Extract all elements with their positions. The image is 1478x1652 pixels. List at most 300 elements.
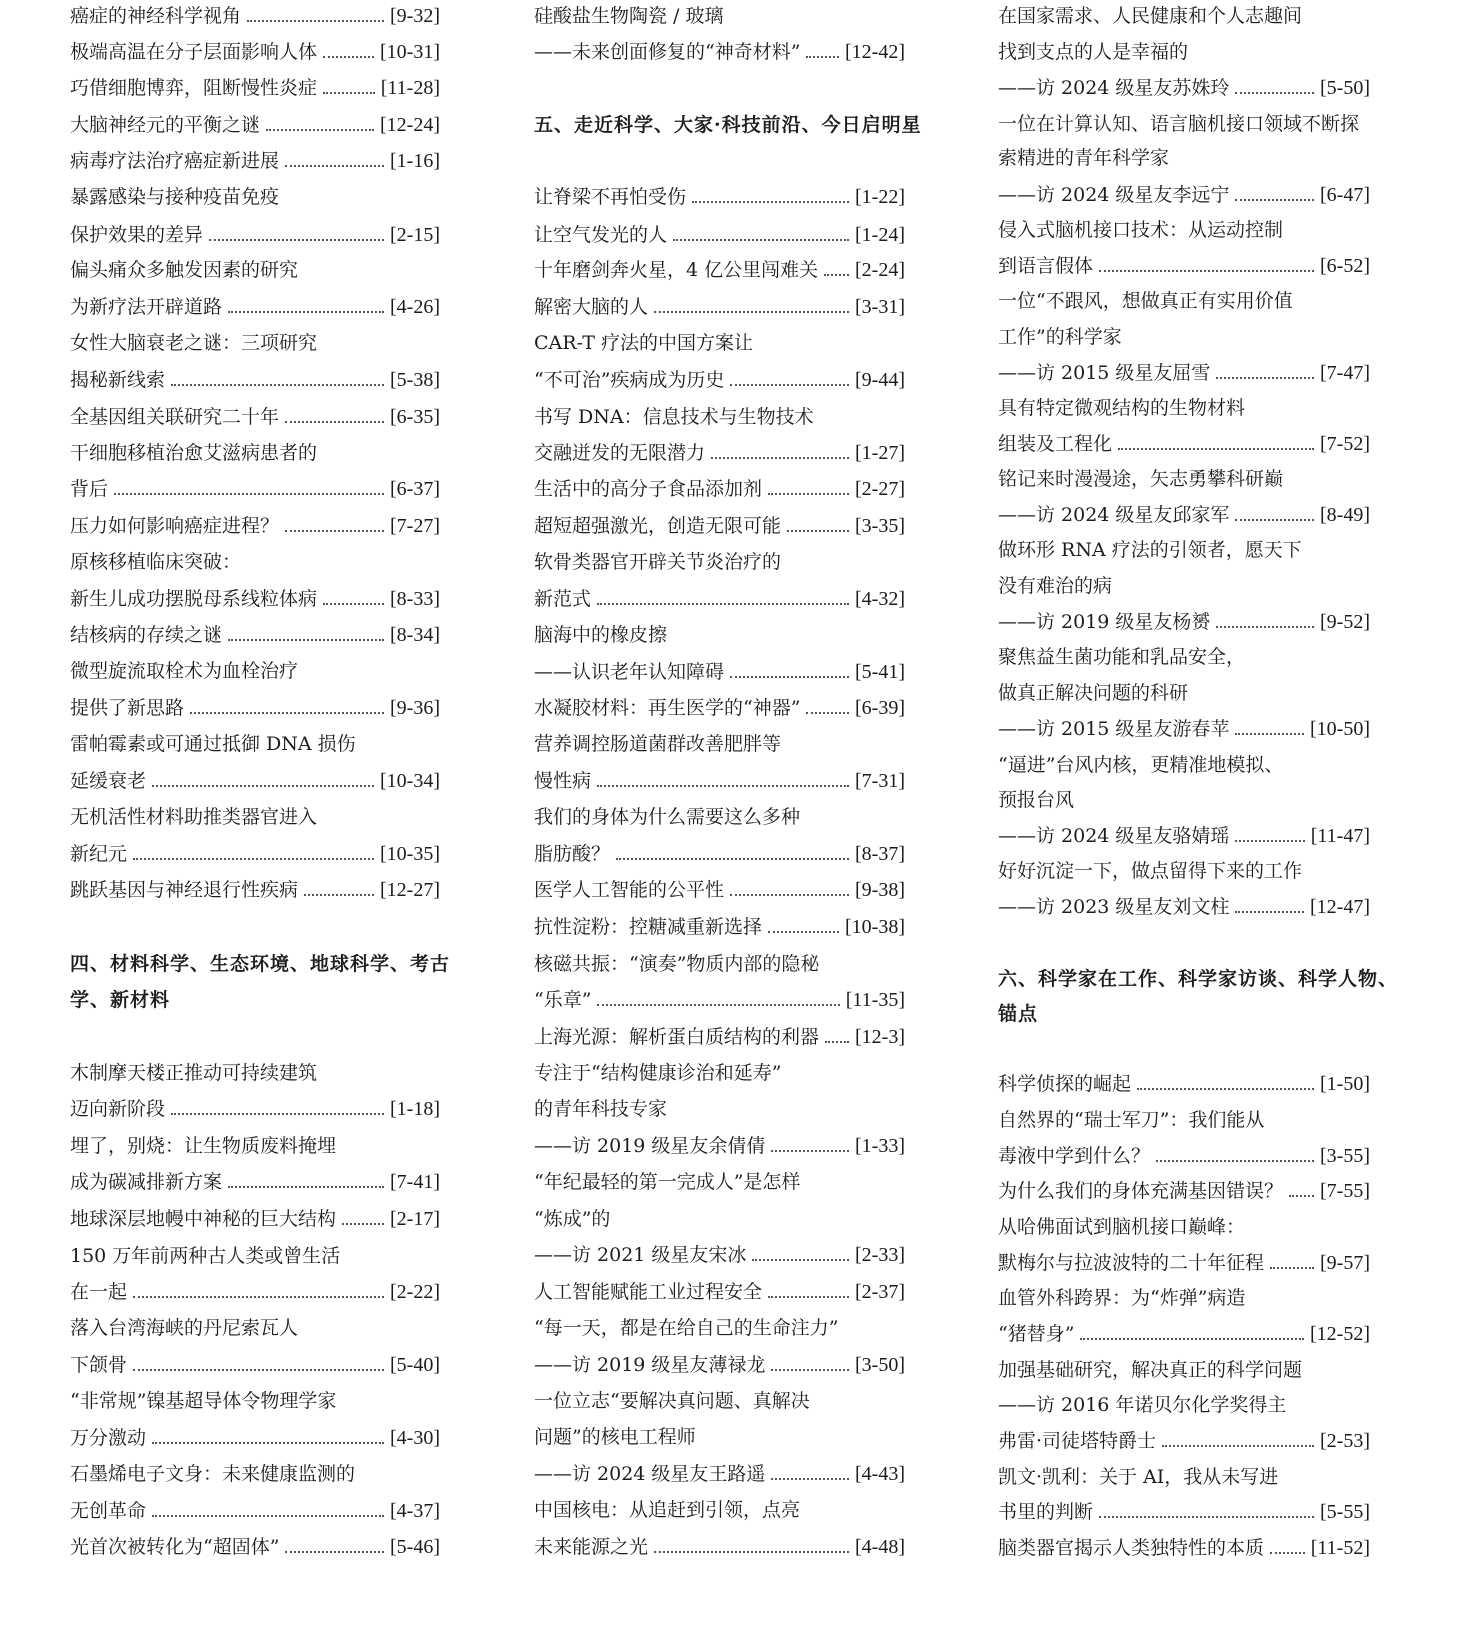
- dot-leader: [711, 457, 849, 459]
- dot-leader: [323, 56, 374, 58]
- toc-entry: [998, 711, 1370, 741]
- toc-entry: [998, 106, 1370, 136]
- toc-entry-title: 具有特定微观结构的生物材料: [998, 397, 1246, 419]
- toc-entry: [534, 544, 905, 574]
- toc-entry-page: [4-37]: [390, 1500, 440, 1522]
- toc-entry-title: 预报台风: [998, 789, 1075, 811]
- toc-entry: [998, 1066, 1370, 1096]
- toc-entry-page: [4-26]: [390, 296, 440, 318]
- toc-entry-title: 从哈佛面试到脑机接口巅峰：: [998, 1216, 1246, 1238]
- dot-leader: [228, 639, 384, 641]
- toc-entry-page: [7-27]: [390, 515, 440, 537]
- toc-entry-page: [2-53]: [1320, 1430, 1370, 1452]
- toc-entry: [534, 836, 905, 866]
- dot-leader: [133, 1369, 384, 1371]
- toc-entry: [534, 399, 905, 429]
- toc-entry-title: ——访 2016 年诺贝尔化学奖得主: [998, 1394, 1287, 1416]
- toc-entry: [998, 319, 1370, 349]
- toc-entry-title: 雷帕霉素或可通过抵御 DNA 损伤: [70, 733, 356, 755]
- toc-entry-title: ——访 2019 级星友余倩倩: [534, 1135, 766, 1157]
- dot-leader: [114, 493, 384, 495]
- toc-entry: [998, 0, 1370, 28]
- toc-entry-title: 癌症的神经科学视角: [70, 5, 242, 27]
- toc-entry: [534, 1019, 905, 1049]
- toc-entry: [998, 1209, 1370, 1239]
- toc-entry: [534, 0, 905, 28]
- toc-entry-page: [3-31]: [855, 296, 905, 318]
- toc-entry-title: 延缓衰老: [70, 770, 147, 792]
- toc-entry: [534, 982, 905, 1012]
- toc-entry: [534, 508, 905, 538]
- toc-entry-title: 做环形 RNA 疗法的引领者，愿天下: [998, 539, 1302, 561]
- toc-entry: [70, 289, 440, 319]
- toc-entry-title: “炼成”的: [534, 1208, 611, 1230]
- toc-entry-title: 全基因组关联研究二十年: [70, 406, 280, 428]
- toc-entry: [998, 782, 1370, 812]
- toc-entry-title: 结核病的存续之谜: [70, 624, 223, 646]
- toc-entry-title: 脂肪酸？: [534, 843, 611, 865]
- toc-entry: [70, 143, 440, 173]
- dot-leader: [1235, 840, 1304, 842]
- toc-entry-title: 好好沉淀一下，做点留得下来的工作: [998, 860, 1303, 882]
- toc-entry-page: [12-27]: [380, 879, 440, 901]
- toc-entry-page: [2-33]: [855, 1244, 905, 1266]
- toc-entry-title: 新范式: [534, 588, 592, 610]
- toc-entry-page: [1-27]: [855, 442, 905, 464]
- toc-entry-page: [7-41]: [390, 1171, 440, 1193]
- toc-entry-title: ——访 2024 级星友王路遥: [534, 1463, 766, 1485]
- toc-entry-title: 上海光源：解析蛋白质结构的利器: [534, 1026, 820, 1048]
- toc-entry-title: 下颌骨: [70, 1354, 128, 1376]
- toc-entry-title: ——访 2019 级星友杨赟: [998, 611, 1211, 633]
- dot-leader: [1216, 626, 1314, 628]
- toc-entry: [998, 639, 1370, 669]
- toc-entry-title: 解密大脑的人: [534, 296, 649, 318]
- toc-entry-page: [2-17]: [390, 1208, 440, 1230]
- toc-entry-title: 新生儿成功摆脱母系线粒体病: [70, 588, 318, 610]
- toc-entry: [998, 140, 1370, 170]
- toc-entry: [534, 1128, 905, 1158]
- dot-leader: [768, 1296, 849, 1298]
- toc-entry-page: [1-24]: [855, 224, 905, 246]
- toc-entry-page: [10-31]: [380, 41, 440, 63]
- dot-leader: [730, 384, 849, 386]
- toc-entry-title: ——访 2023 级星友刘文柱: [998, 896, 1230, 918]
- toc-entry: [534, 1529, 905, 1559]
- dot-leader: [1118, 448, 1314, 450]
- dot-leader: [730, 894, 849, 896]
- toc-entry-title: 迈向新阶段: [70, 1098, 166, 1120]
- toc-entry-title: 极端高温在分子层面影响人体: [70, 41, 318, 63]
- toc-entry-title: 光首次被转化为“超固体”: [70, 1536, 280, 1558]
- toc-entry-title: 为什么我们的身体充满基因错误？: [998, 1180, 1284, 1202]
- toc-entry-page: [12-42]: [845, 41, 905, 63]
- toc-entry-title: 无创革命: [70, 1500, 147, 1522]
- section-heading: [998, 961, 1399, 991]
- toc-entry-title: 书写 DNA：信息技术与生物技术: [534, 406, 814, 428]
- toc-entry: [998, 853, 1370, 883]
- toc-entry-title: 提供了新思路: [70, 697, 185, 719]
- toc-entry: [998, 1245, 1370, 1275]
- toc-entry-page: [5-46]: [390, 1536, 440, 1558]
- toc-entry: [534, 1456, 905, 1486]
- toc-entry-page: [1-22]: [855, 186, 905, 208]
- toc-entry: [534, 1237, 905, 1267]
- dot-leader: [152, 785, 374, 787]
- toc-entry-title: 揭秘新线索: [70, 369, 166, 391]
- toc-entry: [70, 1456, 440, 1486]
- toc-entry-title: 新纪元: [70, 843, 128, 865]
- toc-entry-page: [2-27]: [855, 478, 905, 500]
- toc-entry: [998, 1316, 1370, 1346]
- toc-entry: [534, 909, 905, 939]
- toc-entry-page: [4-43]: [855, 1463, 905, 1485]
- toc-entry-title: 脑海中的橡皮擦: [534, 624, 668, 646]
- dot-leader: [616, 858, 849, 860]
- dot-leader: [228, 1186, 384, 1188]
- toc-entry-title: 侵入式脑机接口技术：从运动控制: [998, 219, 1284, 241]
- toc-entry: [70, 1420, 440, 1450]
- toc-entry-title: 微型旋流取栓术为血栓治疗: [70, 660, 299, 682]
- toc-entry-title: 万分激动: [70, 1427, 147, 1449]
- toc-entry-page: [9-38]: [855, 879, 905, 901]
- dot-leader: [228, 311, 384, 313]
- toc-entry-title: 我们的身体为什么需要这么多种: [534, 806, 801, 828]
- toc-entry-title: 工作”的科学家: [998, 326, 1122, 348]
- toc-entry-title: 聚焦益生菌功能和乳品安全，: [998, 646, 1246, 668]
- toc-entry: [998, 1459, 1370, 1489]
- toc-entry: [998, 604, 1370, 634]
- toc-entry-page: [5-41]: [855, 661, 905, 683]
- toc-entry-title: CAR-T 疗法的中国方案让: [534, 332, 754, 354]
- toc-entry: [70, 653, 440, 683]
- dot-leader: [152, 1515, 384, 1517]
- toc-entry-title: 铭记来时漫漫途，矢志勇攀科研巅: [998, 468, 1284, 490]
- toc-entry-title: “非常规”镍基超导体令物理学家: [70, 1390, 337, 1412]
- dot-leader: [771, 1150, 849, 1152]
- toc-entry-title: ——访 2024 级星友邱家军: [998, 504, 1230, 526]
- dot-leader: [752, 1259, 849, 1261]
- toc-entry: [534, 690, 905, 720]
- toc-entry: [998, 177, 1370, 207]
- toc-entry-title: 病毒疗法治疗癌症新进展: [70, 150, 280, 172]
- dot-leader: [1270, 1267, 1314, 1269]
- toc-entry-title: 为新疗法开辟道路: [70, 296, 223, 318]
- toc-entry-title: 跳跃基因与神经退行性疾病: [70, 879, 299, 901]
- section-heading-text: 锚点: [998, 1003, 1039, 1025]
- toc-entry-page: [1-16]: [390, 150, 440, 172]
- dot-leader: [597, 785, 849, 787]
- dot-leader: [768, 931, 839, 933]
- dot-leader: [597, 603, 849, 605]
- toc-entry-page: [5-55]: [1320, 1501, 1370, 1523]
- toc-entry: [534, 726, 905, 756]
- toc-entry-page: [12-24]: [380, 114, 440, 136]
- toc-entry-page: [2-37]: [855, 1281, 905, 1303]
- dot-leader: [1235, 911, 1304, 913]
- toc-entry-page: [5-40]: [390, 1354, 440, 1376]
- toc-entry: [70, 107, 440, 137]
- dot-leader: [1289, 1195, 1314, 1197]
- dot-leader: [133, 1296, 384, 1298]
- dot-leader: [1156, 1160, 1314, 1162]
- toc-entry-page: [10-50]: [1310, 718, 1370, 740]
- dot-leader: [673, 239, 849, 241]
- toc-entry: [70, 1274, 440, 1304]
- toc-entry-title: “不可治”疾病成为历史: [534, 369, 725, 391]
- toc-entry-title: ——访 2024 级星友李远宁: [998, 184, 1230, 206]
- dot-leader: [171, 1113, 384, 1115]
- toc-entry-title: ——访 2024 级星友骆婧瑶: [998, 825, 1230, 847]
- toc-entry-page: [9-52]: [1320, 611, 1370, 633]
- toc-entry-page: [6-52]: [1320, 255, 1370, 277]
- toc-entry: [534, 289, 905, 319]
- dot-leader: [1137, 1088, 1314, 1090]
- toc-entry: [70, 1238, 440, 1268]
- toc-entry: [534, 799, 905, 829]
- toc-entry-page: [12-47]: [1310, 896, 1370, 918]
- toc-entry-title: 落入台湾海峡的丹尼索瓦人: [70, 1317, 299, 1339]
- toc-entry: [534, 325, 905, 355]
- toc-entry-title: 埋了，别烧：让生物质废料掩埋: [70, 1135, 337, 1157]
- toc-entry-page: [2-24]: [855, 259, 905, 281]
- toc-entry-page: [2-22]: [390, 1281, 440, 1303]
- toc-entry-page: [8-49]: [1320, 504, 1370, 526]
- toc-entry: [998, 568, 1370, 598]
- toc-entry: [534, 1383, 905, 1413]
- toc-entry-title: 压力如何影响癌症进程？: [70, 515, 280, 537]
- toc-entry-title: 慢性病: [534, 770, 592, 792]
- toc-entry-page: [1-18]: [390, 1098, 440, 1120]
- toc-entry: [70, 217, 440, 247]
- toc-entry: [998, 1102, 1370, 1132]
- toc-entry-title: 地球深层地幔中神秘的巨大结构: [70, 1208, 337, 1230]
- toc-entry-title: 超短超强激光，创造无限可能: [534, 515, 782, 537]
- dot-leader: [285, 1551, 384, 1553]
- toc-entry-title: ——未来创面修复的“神奇材料”: [534, 41, 801, 63]
- toc-entry-title: 保护效果的差异: [70, 224, 204, 246]
- toc-entry-title: 索精进的青年科学家: [998, 147, 1170, 169]
- toc-entry-title: 问题”的核电工程师: [534, 1426, 696, 1448]
- toc-entry-title: 石墨烯电子文身：未来健康监测的: [70, 1463, 356, 1485]
- toc-entry: [70, 799, 440, 829]
- toc-entry: [70, 544, 440, 574]
- toc-entry: [998, 390, 1370, 420]
- dot-leader: [1162, 1445, 1314, 1447]
- toc-entry: [70, 1383, 440, 1413]
- toc-entry-title: 自然界的“瑞士军刀”：我们能从: [998, 1109, 1265, 1131]
- toc-entry: [998, 1280, 1370, 1310]
- dot-leader: [133, 858, 374, 860]
- toc-entry-page: [3-50]: [855, 1354, 905, 1376]
- dot-leader: [323, 92, 375, 94]
- toc-entry-title: 抗性淀粉：控糖减重新选择: [534, 916, 763, 938]
- dot-leader: [209, 239, 384, 241]
- toc-entry-page: [5-50]: [1320, 77, 1370, 99]
- dot-leader: [771, 1478, 849, 1480]
- toc-entry-title: “猪替身”: [998, 1323, 1075, 1345]
- toc-entry: [70, 1128, 440, 1158]
- dot-leader: [692, 201, 849, 203]
- toc-entry: [534, 872, 905, 902]
- toc-entry-page: [7-52]: [1320, 433, 1370, 455]
- toc-entry: [70, 325, 440, 355]
- toc-entry: [70, 0, 440, 28]
- toc-entry-page: [6-39]: [855, 697, 905, 719]
- dot-leader: [654, 1551, 849, 1553]
- dot-leader: [806, 712, 849, 714]
- toc-entry: [70, 471, 440, 501]
- toc-entry: [998, 70, 1370, 100]
- dot-leader: [1099, 270, 1314, 272]
- section-heading-text: 四、材料科学、生态环境、地球科学、考古: [70, 953, 451, 975]
- toc-entry-title: 科学侦探的崛起: [998, 1073, 1132, 1095]
- toc-entry-page: [3-55]: [1320, 1145, 1370, 1167]
- toc-entry-title: 十年磨剑奔火星，4 亿公里闯难关: [534, 259, 819, 281]
- toc-entry-title: 加强基础研究，解决真正的科学问题: [998, 1359, 1303, 1381]
- toc-entry-title: “乐章”: [534, 989, 592, 1011]
- dot-leader: [266, 129, 374, 131]
- toc-entry: [998, 818, 1370, 848]
- dot-leader: [654, 311, 849, 313]
- toc-entry-title: 成为碳减排新方案: [70, 1171, 223, 1193]
- dot-leader: [730, 676, 849, 678]
- toc-entry-title: 做真正解决问题的科研: [998, 682, 1189, 704]
- toc-entry: [534, 581, 905, 611]
- toc-entry-page: [10-35]: [380, 843, 440, 865]
- toc-entry: [998, 34, 1370, 64]
- toc-entry: [534, 1201, 905, 1231]
- dot-leader: [304, 894, 374, 896]
- toc-entry-title: 医学人工智能的公平性: [534, 879, 725, 901]
- toc-entry-page: [4-32]: [855, 588, 905, 610]
- toc-entry: [998, 675, 1370, 705]
- toc-entry-page: [3-35]: [855, 515, 905, 537]
- dot-leader: [342, 1223, 384, 1225]
- toc-entry-page: [7-47]: [1320, 362, 1370, 384]
- toc-entry: [998, 283, 1370, 313]
- toc-entry: [70, 70, 440, 100]
- toc-entry-title: 干细胞移植治愈艾滋病患者的: [70, 442, 318, 464]
- toc-entry-title: 女性大脑衰老之谜：三项研究: [70, 332, 318, 354]
- toc-entry: [70, 1055, 440, 1085]
- dot-leader: [771, 1369, 849, 1371]
- toc-entry-title: 150 万年前两种古人类或曾生活: [70, 1245, 341, 1267]
- section-heading: [70, 946, 451, 976]
- toc-entry-page: [10-38]: [845, 916, 905, 938]
- dot-leader: [1235, 199, 1314, 201]
- toc-entry-title: 书里的判断: [998, 1501, 1094, 1523]
- toc-entry: [998, 426, 1370, 456]
- toc-entry: [534, 217, 905, 247]
- toc-entry: [70, 1347, 440, 1377]
- toc-entry: [70, 872, 440, 902]
- dot-leader: [825, 1041, 849, 1043]
- toc-entry-title: 暴露感染与接种疫苗免疫: [70, 186, 280, 208]
- toc-entry-page: [6-47]: [1320, 184, 1370, 206]
- toc-entry-title: 在国家需求、人民健康和个人志趣间: [998, 5, 1303, 27]
- toc-entry-title: 交融迸发的无限潜力: [534, 442, 706, 464]
- toc-entry-title: 的青年科技专家: [534, 1098, 668, 1120]
- toc-entry-title: 凯文·凯利：关于 AI，我从未写进: [998, 1466, 1279, 1488]
- toc-entry-page: [11-47]: [1310, 825, 1370, 847]
- toc-entry-page: [9-36]: [390, 697, 440, 719]
- toc-entry-title: 脑类器官揭示人类独特性的本质: [998, 1537, 1265, 1559]
- toc-entry: [534, 1164, 905, 1194]
- toc-entry-title: 没有难治的病: [998, 575, 1113, 597]
- dot-leader: [323, 603, 384, 605]
- toc-entry-page: [1-50]: [1320, 1073, 1370, 1095]
- section-heading-text: 六、科学家在工作、科学家访谈、科学人物、: [998, 968, 1399, 990]
- toc-entry-page: [11-35]: [845, 989, 905, 1011]
- dot-leader: [824, 274, 849, 276]
- dot-leader: [597, 1004, 839, 1006]
- toc-entry-title: ——认识老年认知障碍: [534, 661, 725, 683]
- toc-entry-page: [11-28]: [380, 77, 440, 99]
- toc-entry: [70, 1529, 440, 1559]
- toc-entry-title: 到语言假体: [998, 255, 1094, 277]
- toc-entry: [70, 1201, 440, 1231]
- toc-entry-title: 无机活性材料助推类器官进入: [70, 806, 318, 828]
- toc-entry: [998, 461, 1370, 491]
- dot-leader: [285, 165, 384, 167]
- toc-entry-title: 血管外科跨界：为“炸弹”病造: [998, 1287, 1246, 1309]
- toc-entry-title: 原核移植临床突破：: [70, 551, 242, 573]
- toc-entry-title: 中国核电：从追赶到引领，点亮: [534, 1499, 801, 1521]
- toc-entry: [70, 399, 440, 429]
- toc-entry-title: ——访 2021 级星友宋冰: [534, 1244, 747, 1266]
- toc-entry-title: 一位在计算认知、语言脑机接口领域不断探: [998, 113, 1360, 135]
- toc-entry-title: 软骨类器官开辟关节炎治疗的: [534, 551, 782, 573]
- toc-entry: [70, 34, 440, 64]
- toc-entry: [998, 497, 1370, 527]
- toc-entry-title: ——访 2019 级星友薄禄龙: [534, 1354, 766, 1376]
- toc-entry: [534, 1274, 905, 1304]
- toc-entry-title: 默梅尔与拉波波特的二十年征程: [998, 1252, 1265, 1274]
- toc-entry: [70, 617, 440, 647]
- toc-entry-title: 木制摩天楼正推动可持续建筑: [70, 1062, 318, 1084]
- toc-entry-page: [7-31]: [855, 770, 905, 792]
- toc-entry-title: 巧借细胞博弈，阻断慢性炎症: [70, 77, 318, 99]
- toc-entry-page: [8-37]: [855, 843, 905, 865]
- toc-entry: [534, 617, 905, 647]
- toc-entry-title: 偏头痛众多触发因素的研究: [70, 259, 299, 281]
- dot-leader: [247, 20, 384, 22]
- toc-entry: [70, 726, 440, 756]
- toc-entry: [534, 1492, 905, 1522]
- toc-entry: [70, 581, 440, 611]
- toc-entry: [70, 836, 440, 866]
- toc-entry: [70, 435, 440, 465]
- section-heading: [534, 107, 922, 137]
- toc-entry-title: 毒液中学到什么？: [998, 1145, 1151, 1167]
- toc-entry-title: 人工智能赋能工业过程安全: [534, 1281, 763, 1303]
- toc-entry-title: 背后: [70, 478, 109, 500]
- toc-entry: [70, 690, 440, 720]
- toc-entry: [998, 747, 1370, 777]
- dot-leader: [787, 530, 849, 532]
- toc-entry-page: [9-44]: [855, 369, 905, 391]
- toc-entry-title: “逼进”台风内核，更精准地模拟、: [998, 754, 1284, 776]
- toc-entry: [534, 1347, 905, 1377]
- toc-entry-title: “每一天，都是在给自己的生命注力”: [534, 1317, 839, 1339]
- toc-entry: [534, 34, 905, 64]
- toc-entry-title: 硅酸盐生物陶瓷 / 玻璃: [534, 5, 724, 27]
- toc-entry-title: ——访 2015 级星友游春苹: [998, 718, 1230, 740]
- toc-entry-page: [11-52]: [1310, 1537, 1370, 1559]
- toc-entry-title: 营养调控肠道菌群改善肥胖等: [534, 733, 782, 755]
- toc-entry: [534, 1310, 905, 1340]
